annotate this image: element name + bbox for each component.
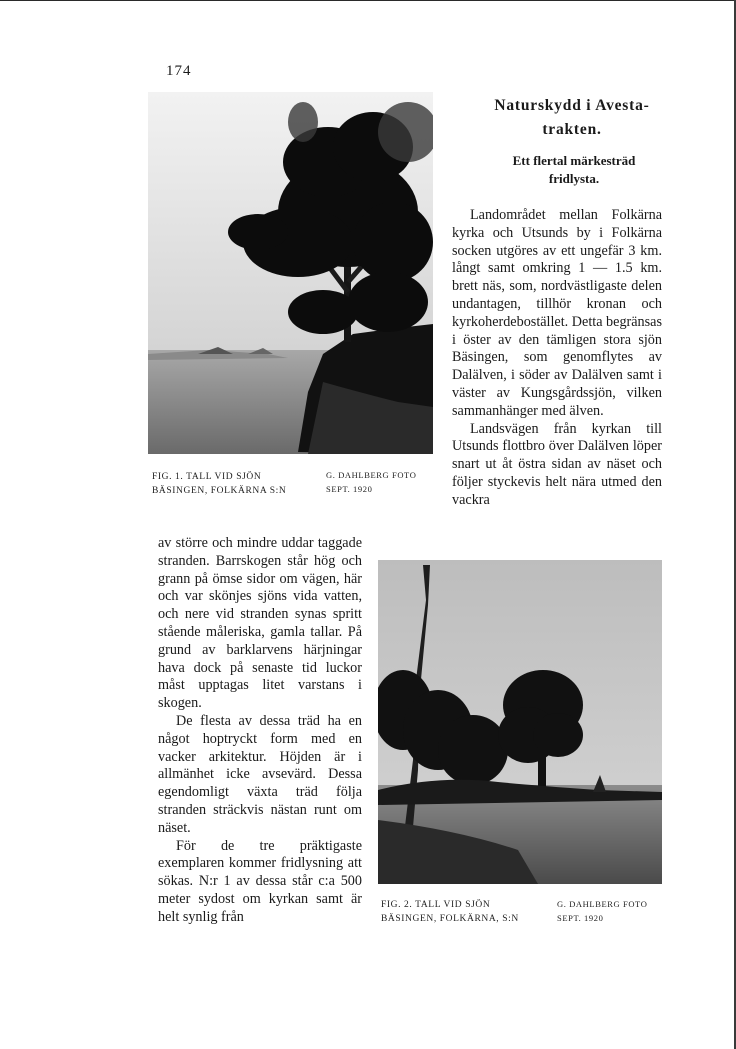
- paragraph: av större och mindre uddar taggade stranden. Barrskogen står hög och grann på ömse sidor om vägen, här och var skönjes sjöns vida vatten, och nere vid stranden synas spritt stående måleriska, gamla tallar. På grund av barklarvens härjningar hava dock på senaste tid luckor måst upptagas litet varstans i skogen.: [158, 535, 362, 712]
- paragraph: För de tre präktigaste exemplaren kommer fridlysning att sökas. N:r 1 av dessa står c:a 500 meter sydost om kyrkan samt är helt synlig från: [158, 837, 362, 925]
- figure-1-caption-line-2: BÄSINGEN, FOLKÄRNA S:N: [152, 486, 287, 496]
- figure-1-image: [148, 92, 433, 454]
- figure-2-photo: [378, 560, 662, 884]
- article-subtitle-line-1: Ett flertal märkesträd: [512, 153, 636, 168]
- article-title: [452, 94, 692, 142]
- paragraph: Landområdet mellan Folkärna kyrka och Utsunds by i Folkärna socken utgöres av ett ungefär 3 km. långt samt omkring 1 — 1.5 km. brett näs, som, nordvästligaste delen undantagen, tillhör kronan och kyrkoherdebostället. Detta begränsas i öster av den tämligen stora sjön Bäsingen, som genomflytes av Dalälven, i söder av Dalälven samt i väster av Kungsgårdssjön, vilken sammanhänger med älven.: [452, 207, 662, 419]
- figure-2-credit-line-1: G. DAHLBERG FOTO: [557, 899, 648, 909]
- figure-2-caption: [381, 898, 519, 926]
- figure-1-caption: [152, 470, 286, 498]
- left-column-text: [158, 535, 362, 927]
- page-edge-top: [0, 0, 736, 1]
- figure-1-credit-line-1: G. DAHLBERG FOTO: [326, 470, 417, 480]
- article-subtitle: [458, 152, 690, 188]
- figure-2-credit: [557, 897, 647, 925]
- article-subtitle-line-2: fridlysta.: [548, 171, 600, 186]
- paragraph: Landsvägen från kyrkan till Utsunds flottbro över Dalälven löper snart ut åt östra sidan av näset och följer styckevis helt nära utmed den vackra: [452, 420, 662, 508]
- figure-2-caption-line-2: BÄSINGEN, FOLKÄRNA, S:N: [381, 914, 519, 924]
- article-title-line-2: trakten.: [542, 121, 602, 138]
- right-column-text: [452, 207, 662, 510]
- page-number: 174: [166, 63, 192, 79]
- article-title-line-1: Naturskydd i Avesta-: [494, 97, 650, 114]
- figure-1-credit-line-2: SEPT. 1920: [326, 484, 373, 494]
- figure-1-credit: [326, 468, 416, 496]
- figure-2-credit-line-2: SEPT. 1920: [557, 913, 604, 923]
- figure-2-caption-line-1: FIG. 2. TALL VID SJÖN: [381, 900, 491, 910]
- figure-2-image: [378, 560, 662, 884]
- figure-1-caption-line-1: FIG. 1. TALL VID SJÖN: [152, 472, 262, 482]
- paragraph: De flesta av dessa träd ha en något hoptryckt form med en vacker arkitektur. Höjden är i allmänhet icke avsevärd. Dessa egendomligt växta träd följa stranden sträckvis nästan runt om näset.: [158, 712, 362, 836]
- figure-1-photo: [148, 92, 433, 454]
